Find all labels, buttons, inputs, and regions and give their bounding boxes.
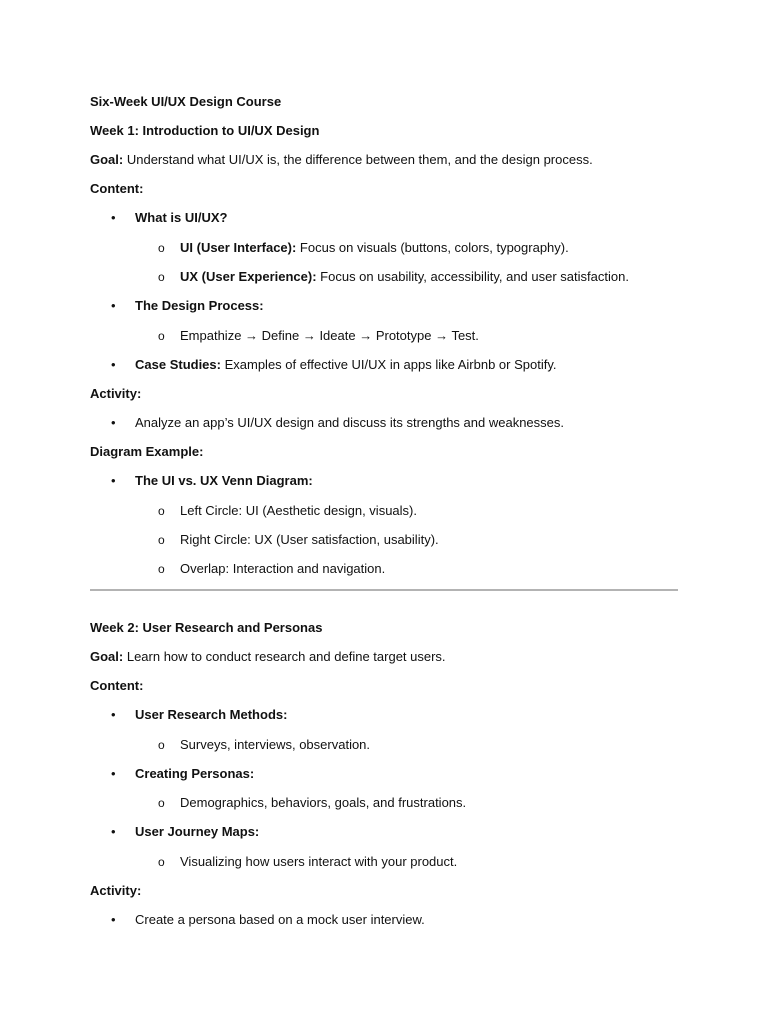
week1-item-what-is-uiux: What is UI/UX? bbox=[135, 210, 228, 225]
week1-item-design-process: The Design Process: bbox=[135, 298, 264, 313]
week1-item-case-studies bbox=[135, 357, 557, 373]
bullet-icon: • bbox=[111, 298, 116, 313]
goal-label: Goal: bbox=[90, 152, 124, 167]
week1-item-venn: The UI vs. UX Venn Diagram: bbox=[135, 473, 313, 488]
bullet-icon: • bbox=[111, 415, 116, 430]
bullet-icon: • bbox=[111, 210, 116, 225]
week1-subitem-right-circle: Right Circle: UX (User satisfaction, usability). bbox=[180, 532, 439, 547]
section-divider bbox=[90, 589, 678, 591]
bullet-icon: • bbox=[111, 473, 116, 488]
week2-activity-label: Activity: bbox=[90, 883, 142, 898]
week1-goal bbox=[90, 152, 593, 168]
sub-bullet-icon: o bbox=[158, 241, 165, 255]
week2-item-personas: Creating Personas: bbox=[135, 766, 255, 781]
sub-bullet-icon: o bbox=[158, 270, 165, 284]
week2-item-journey-maps: User Journey Maps: bbox=[135, 824, 260, 839]
week2-subitem-journey: Visualizing how users interact with your product. bbox=[180, 854, 458, 869]
sub-bullet-icon: o bbox=[158, 329, 165, 343]
goal-text: Understand what UI/UX is, the difference between them, and the design process. bbox=[123, 152, 593, 167]
week1-subitem-ux bbox=[180, 269, 629, 285]
week2-goal bbox=[90, 649, 446, 665]
goal-text: Learn how to conduct research and define target users. bbox=[123, 649, 446, 664]
week1-subitem-ui bbox=[180, 240, 569, 256]
bullet-icon: • bbox=[111, 707, 116, 722]
week1-subitem-process-steps: Empathize → Define → Ideate → Prototype → Test. bbox=[180, 328, 479, 343]
sub-bullet-icon: o bbox=[158, 533, 165, 547]
week1-heading: Week 1: Introduction to UI/UX Design bbox=[90, 123, 320, 138]
week2-item-research-methods: User Research Methods: bbox=[135, 707, 288, 722]
week2-content-label: Content: bbox=[90, 678, 144, 693]
week2-heading: Week 2: User Research and Personas bbox=[90, 620, 323, 635]
bullet-icon: • bbox=[111, 357, 116, 372]
sub-bullet-icon: o bbox=[158, 562, 165, 576]
ux-text: Focus on usability, accessibility, and user satisfaction. bbox=[316, 269, 629, 284]
sub-bullet-icon: o bbox=[158, 738, 165, 752]
week1-activity-label: Activity: bbox=[90, 386, 142, 401]
week1-subitem-left-circle: Left Circle: UI (Aesthetic design, visuals). bbox=[180, 503, 417, 518]
ui-text: Focus on visuals (buttons, colors, typography). bbox=[296, 240, 569, 255]
week2-subitem-persona-details: Demographics, behaviors, goals, and frustrations. bbox=[180, 795, 467, 810]
case-studies-label: Case Studies: bbox=[135, 357, 221, 372]
sub-bullet-icon: o bbox=[158, 504, 165, 518]
bullet-icon: • bbox=[111, 912, 116, 927]
week2-activity-item: Create a persona based on a mock user interview. bbox=[135, 912, 425, 927]
ui-label: UI (User Interface): bbox=[180, 240, 297, 255]
bullet-icon: • bbox=[111, 766, 116, 781]
bullet-icon: • bbox=[111, 824, 116, 839]
week1-subitem-overlap: Overlap: Interaction and navigation. bbox=[180, 561, 386, 576]
sub-bullet-icon: o bbox=[158, 855, 165, 869]
sub-bullet-icon: o bbox=[158, 796, 165, 810]
week1-activity-item: Analyze an app’s UI/UX design and discuss its strengths and weaknesses. bbox=[135, 415, 564, 430]
ux-label: UX (User Experience): bbox=[180, 269, 317, 284]
week1-content-label: Content: bbox=[90, 181, 144, 196]
course-title: Six-Week UI/UX Design Course bbox=[90, 94, 282, 109]
case-studies-text: Examples of effective UI/UX in apps like Airbnb or Spotify. bbox=[220, 357, 557, 372]
week2-subitem-methods: Surveys, interviews, observation. bbox=[180, 737, 371, 752]
week1-diagram-label: Diagram Example: bbox=[90, 444, 204, 459]
goal-label: Goal: bbox=[90, 649, 124, 664]
